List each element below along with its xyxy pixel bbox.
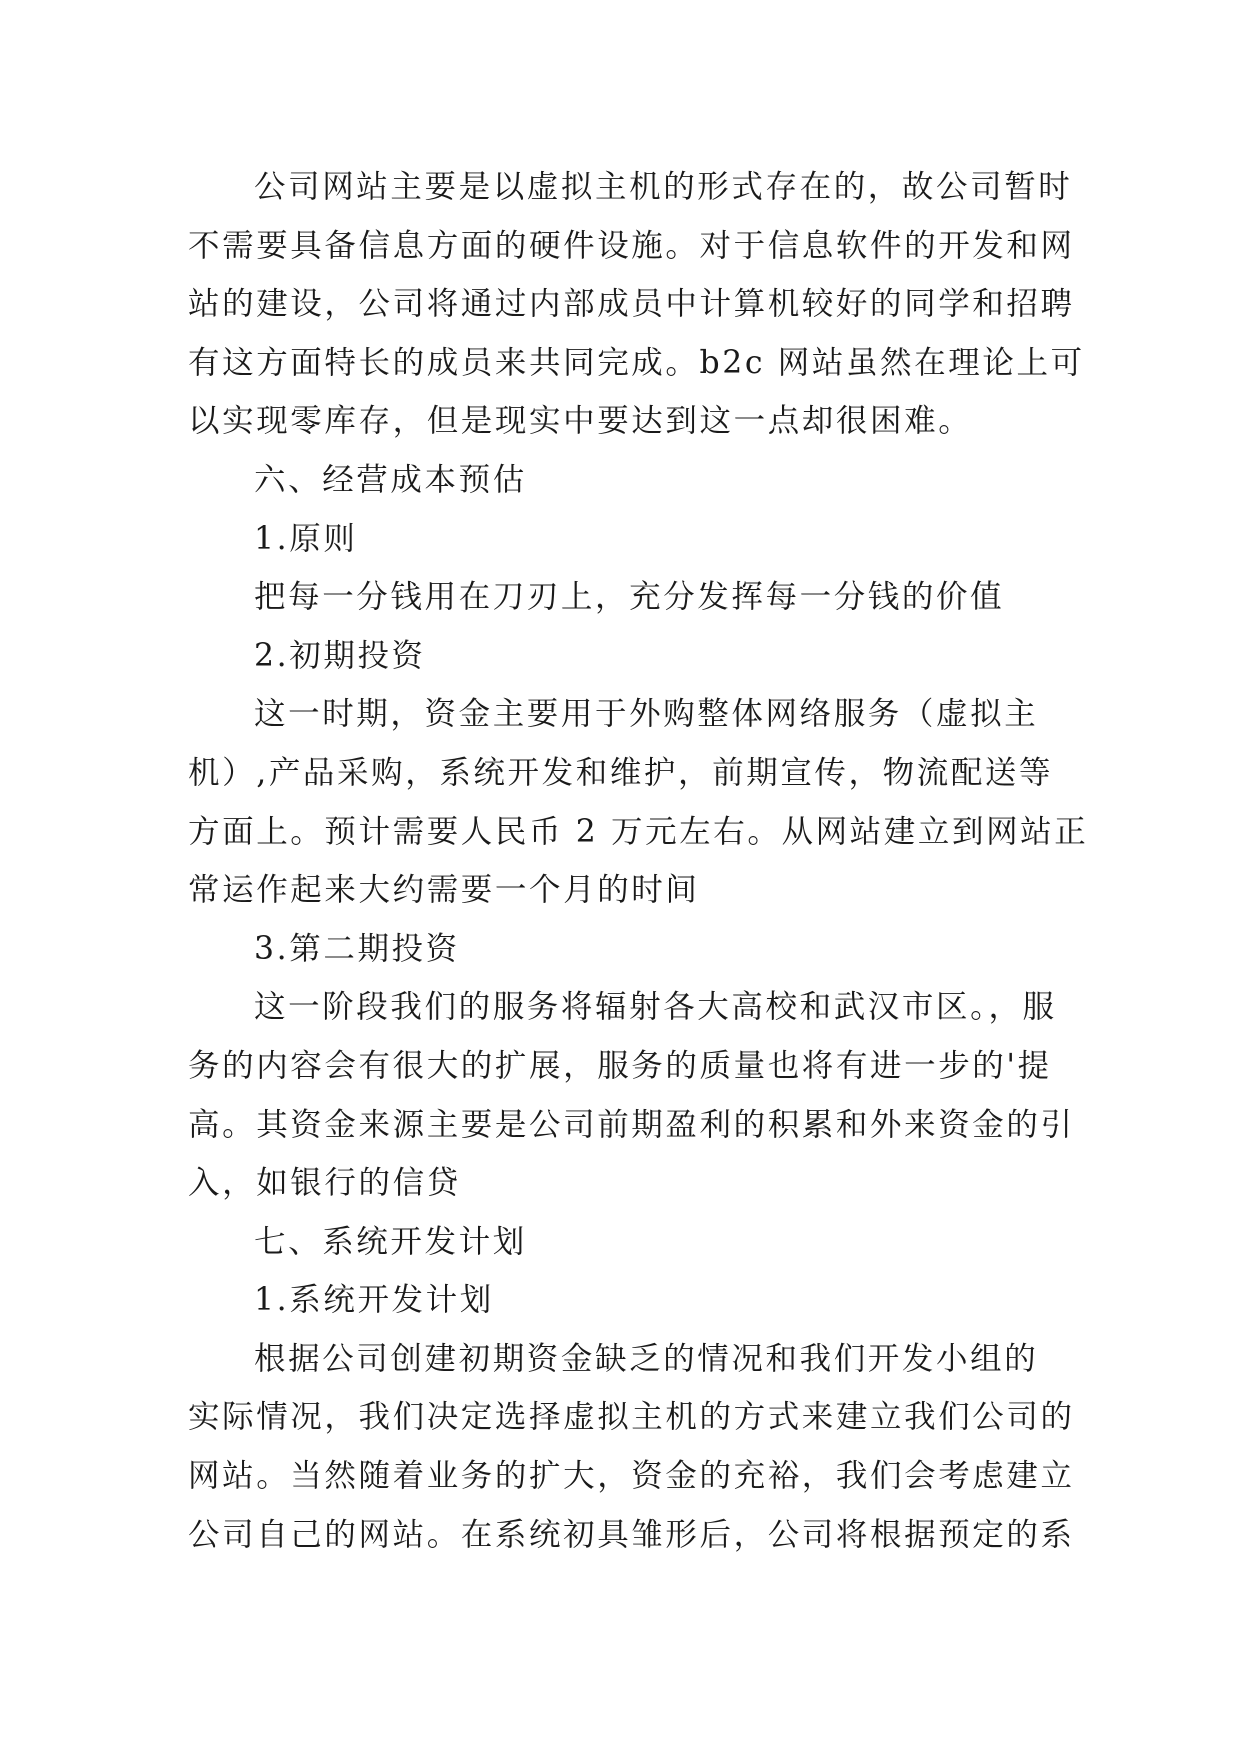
text-line: 根据公司创建初期资金缺乏的情况和我们开发小组的 bbox=[254, 1340, 1039, 1377]
text-line: 不需要具备信息方面的硬件设施。对于信息软件的开发和网 bbox=[188, 227, 1075, 264]
subsection-heading: 3.第二期投资 bbox=[254, 930, 460, 967]
text-line: 网站。当然随着业务的扩大，资金的充裕，我们会考虑建立 bbox=[188, 1458, 1075, 1495]
text-line: 公司网站主要是以虚拟主机的形式存在的，故公司暂时 bbox=[254, 169, 1073, 205]
text-line: 把每一分钱用在刀刃上，充分发挥每一分钱的价值 bbox=[254, 579, 1005, 616]
text-line: 这一时期，资金主要用于外购整体网络服务（虚拟主 bbox=[254, 696, 1039, 733]
text-line: 机）,产品采购，系统开发和维护，前期宣传，物流配送等 bbox=[188, 754, 1054, 791]
text-line: 方面上。预计需要人民币 2 万元左右。从网站建立到网站正 bbox=[188, 813, 1089, 850]
text-line: 这一阶段我们的服务将辐射各大高校和武汉市区。，服 bbox=[254, 989, 1057, 1026]
text-line: 常运作起来大约需要一个月的时间 bbox=[188, 872, 700, 909]
text-line: 入，如银行的信贷 bbox=[188, 1165, 461, 1202]
text-line: 高。其资金来源主要是公司前期盈利的积累和外来资金的引 bbox=[188, 1106, 1075, 1143]
section-heading: 七、系统开发计划 bbox=[254, 1223, 527, 1260]
section-heading: 六、经营成本预估 bbox=[254, 461, 527, 498]
subsection-heading: 1.原则 bbox=[254, 520, 358, 557]
document-page bbox=[188, 158, 1089, 1564]
text-line: 务的内容会有很大的扩展，服务的质量也将有进一步的'提 bbox=[188, 1047, 1052, 1084]
text-line: 公司自己的网站。在系统初具雏形后，公司将根据预定的系 bbox=[188, 1516, 1075, 1553]
text-line: 有这方面特长的成员来共同完成。b2c 网站虽然在理论上可 bbox=[188, 344, 1085, 381]
subsection-heading: 1.系统开发计划 bbox=[254, 1282, 494, 1319]
text-line: 以实现零库存，但是现实中要达到这一点却很困难。 bbox=[188, 403, 973, 440]
text-line: 站的建设，公司将通过内部成员中计算机较好的同学和招聘 bbox=[188, 286, 1075, 323]
text-line: 实际情况，我们决定选择虚拟主机的方式来建立我们公司的 bbox=[188, 1399, 1075, 1436]
subsection-heading: 2.初期投资 bbox=[254, 637, 426, 674]
